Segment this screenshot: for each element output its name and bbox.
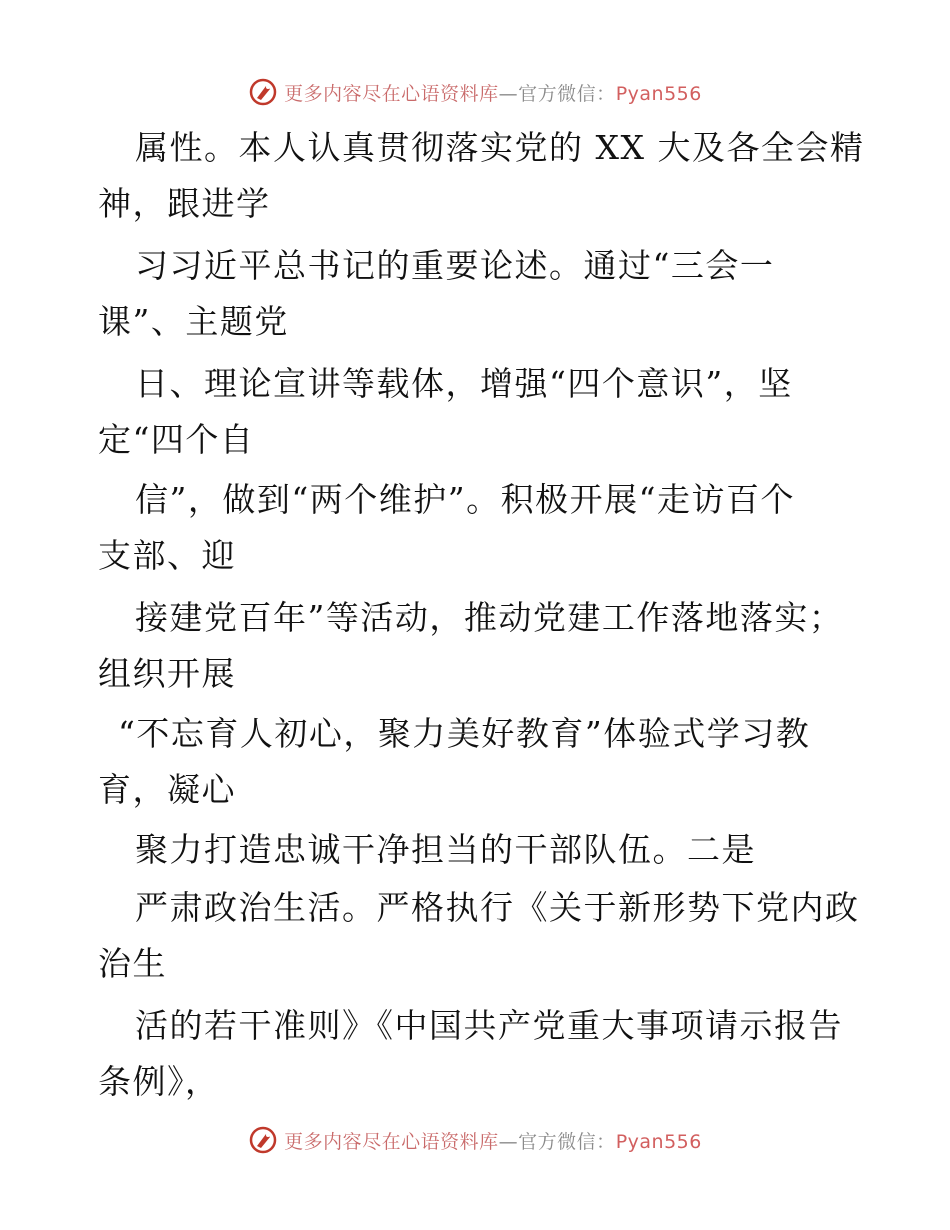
text-line: 育，凝心 [98, 770, 236, 809]
text-line: 定“四个自 [98, 420, 255, 459]
text-line: “不忘育人初心，聚力美好教育”体验式学习教 [118, 714, 811, 753]
text-line: 神，跟进学 [98, 184, 271, 223]
text-line: 严肃政治生活。严格执行《关于新形势下党内政 [135, 888, 860, 927]
text-line: 日、理论宣讲等载体，增强“四个意识”，坚 [135, 364, 793, 403]
pen-nib-circle-icon [248, 77, 278, 107]
text-line: 聚力打造忠诚干净担当的干部队伍。二是 [135, 830, 756, 869]
text-line: 组织开展 [98, 654, 236, 693]
watermark-main: 更多内容尽在心语资料库 [284, 1130, 499, 1153]
text-line: 属性。本人认真贯彻落实党的 XX 大及各全会精 [135, 128, 865, 167]
text-line: 课”、主题党 [98, 302, 289, 341]
text-line: 条例》， [98, 1062, 220, 1101]
footer-watermark [0, 1120, 950, 1160]
watermark-separator: — [498, 1130, 519, 1153]
watermark-official: 官方微信： [518, 82, 616, 105]
header-watermark [0, 72, 950, 112]
pen-nib-circle-icon [248, 1125, 278, 1155]
watermark-text [284, 79, 702, 106]
text-line: 习习近平总书记的重要论述。通过“三会一 [135, 246, 775, 285]
text-line: 接建党百年”等活动，推动党建工作落地落实； [135, 598, 844, 637]
watermark-wechat-id: Pyan556 [615, 1130, 702, 1153]
watermark-main: 更多内容尽在心语资料库 [284, 82, 499, 105]
text-line: 信”，做到“两个维护”。积极开展“走访百个 [135, 480, 795, 519]
watermark-official: 官方微信： [518, 1130, 616, 1153]
watermark-text [284, 1127, 702, 1154]
watermark-separator: — [498, 82, 519, 105]
text-line: 支部、迎 [98, 536, 236, 575]
text-line: 治生 [98, 944, 167, 983]
watermark-wechat-id: Pyan556 [615, 82, 702, 105]
text-line: 活的若干准则》《中国共产党重大事项请示报告 [135, 1006, 843, 1045]
